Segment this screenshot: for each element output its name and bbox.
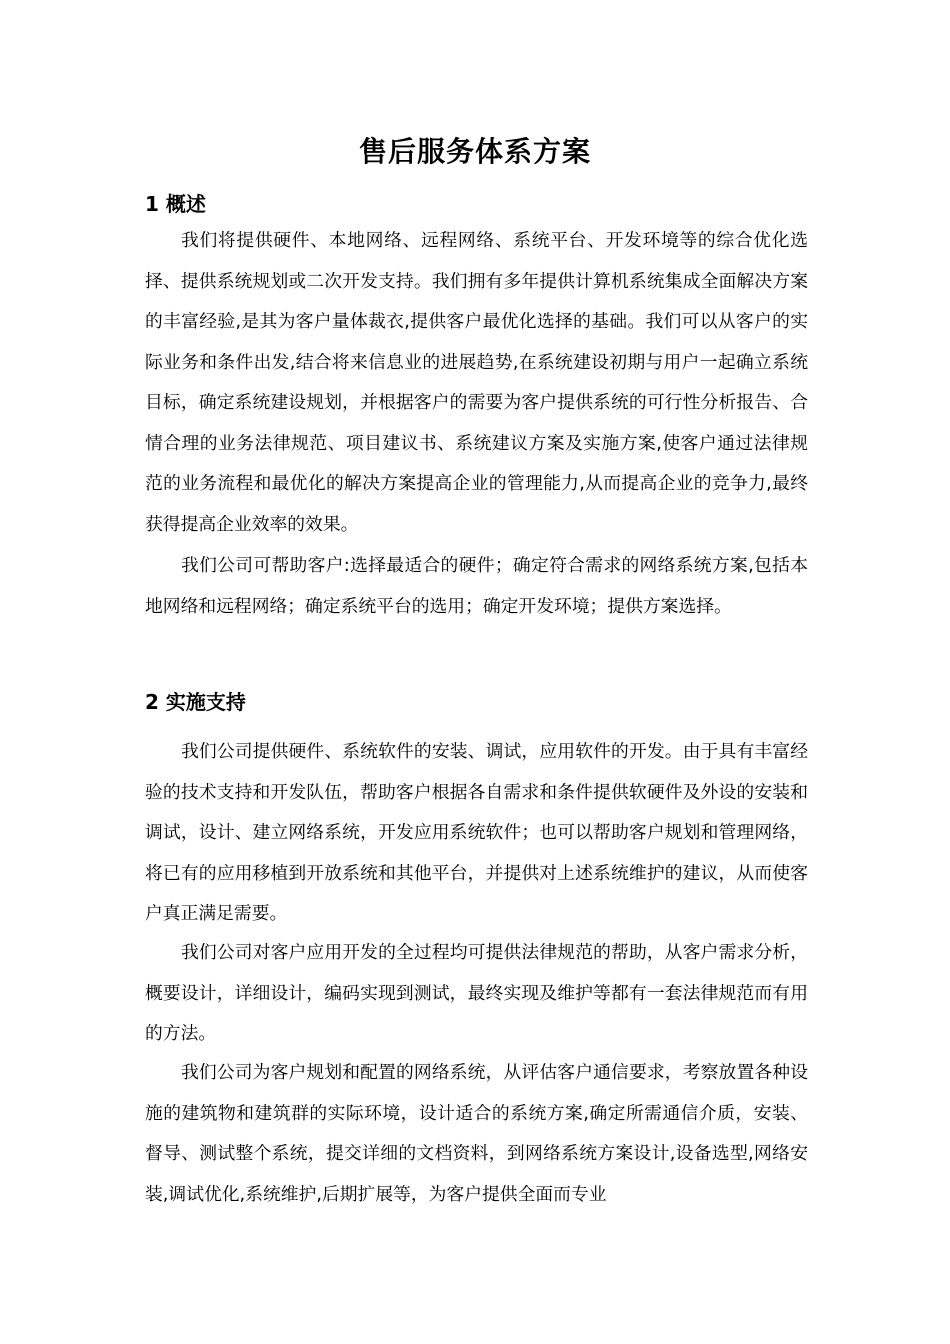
paragraph: 我们公司为客户规划和配置的网络系统，从评估客户通信要求，考察放置各种设施的建筑物和建筑群的实际环境，设计适合的系统方案,确定所需通信介质，安装、督导、测试整个系统，提交详细的文档资料，到网络系统方案设计,设备选型,网络安装,调试优化,系统维护,后期扩展等，为客户提供全面而专业: [145, 1062, 808, 1205]
section-heading-implementation-support: 2 实施支持: [145, 690, 246, 714]
document-title: 售后服务体系方案: [358, 135, 591, 168]
paragraph: 我们公司可帮助客户:选择最适合的硬件；确定符合需求的网络系统方案,包括本地网络和远程网络；确定系统平台的选用；确定开发环境；提供方案选择。: [145, 555, 808, 617]
paragraph: 我们将提供硬件、本地网络、远程网络、系统平台、开发环境等的综合优化选择、提供系统规划或二次开发支持。我们拥有多年提供计算机系统集成全面解决方案的丰富经验,是其为客户量体裁衣,提供客户最优化选择的基础。我们可以从客户的实际业务和条件出发,结合将来信息业的进展趋势,在系统建设初期与用户一起确立系统目标，确定系统建设规划，并根据客户的需要为客户提供系统的可行性分析报告、合情合理的业务法律规范、项目建议书、系统建议方案及实施方案,使客户通过法律规范的业务流程和最优化的解决方案提高企业的管理能力,从而提高企业的竞争力,最终获得提高企业效率的效果。: [145, 230, 808, 535]
section-heading-overview: 1 概述: [145, 192, 206, 216]
paragraph: 我们公司提供硬件、系统软件的安装、调试，应用软件的开发。由于具有丰富经验的技术支持和开发队伍，帮助客户根据各自需求和条件提供软硬件及外设的安装和调试，设计、建立网络系统，开发应用系统软件；也可以帮助客户规划和管理网络，将已有的应用移植到开放系统和其他平台，并提供对上述系统维护的建议，从而使客户真正满足需要。: [145, 741, 808, 924]
paragraph: 我们公司对客户应用开发的全过程均可提供法律规范的帮助，从客户需求分析，概要设计，详细设计，编码实现到测试，最终实现及维护等都有一套法律规范而有用的方法。: [145, 942, 808, 1044]
